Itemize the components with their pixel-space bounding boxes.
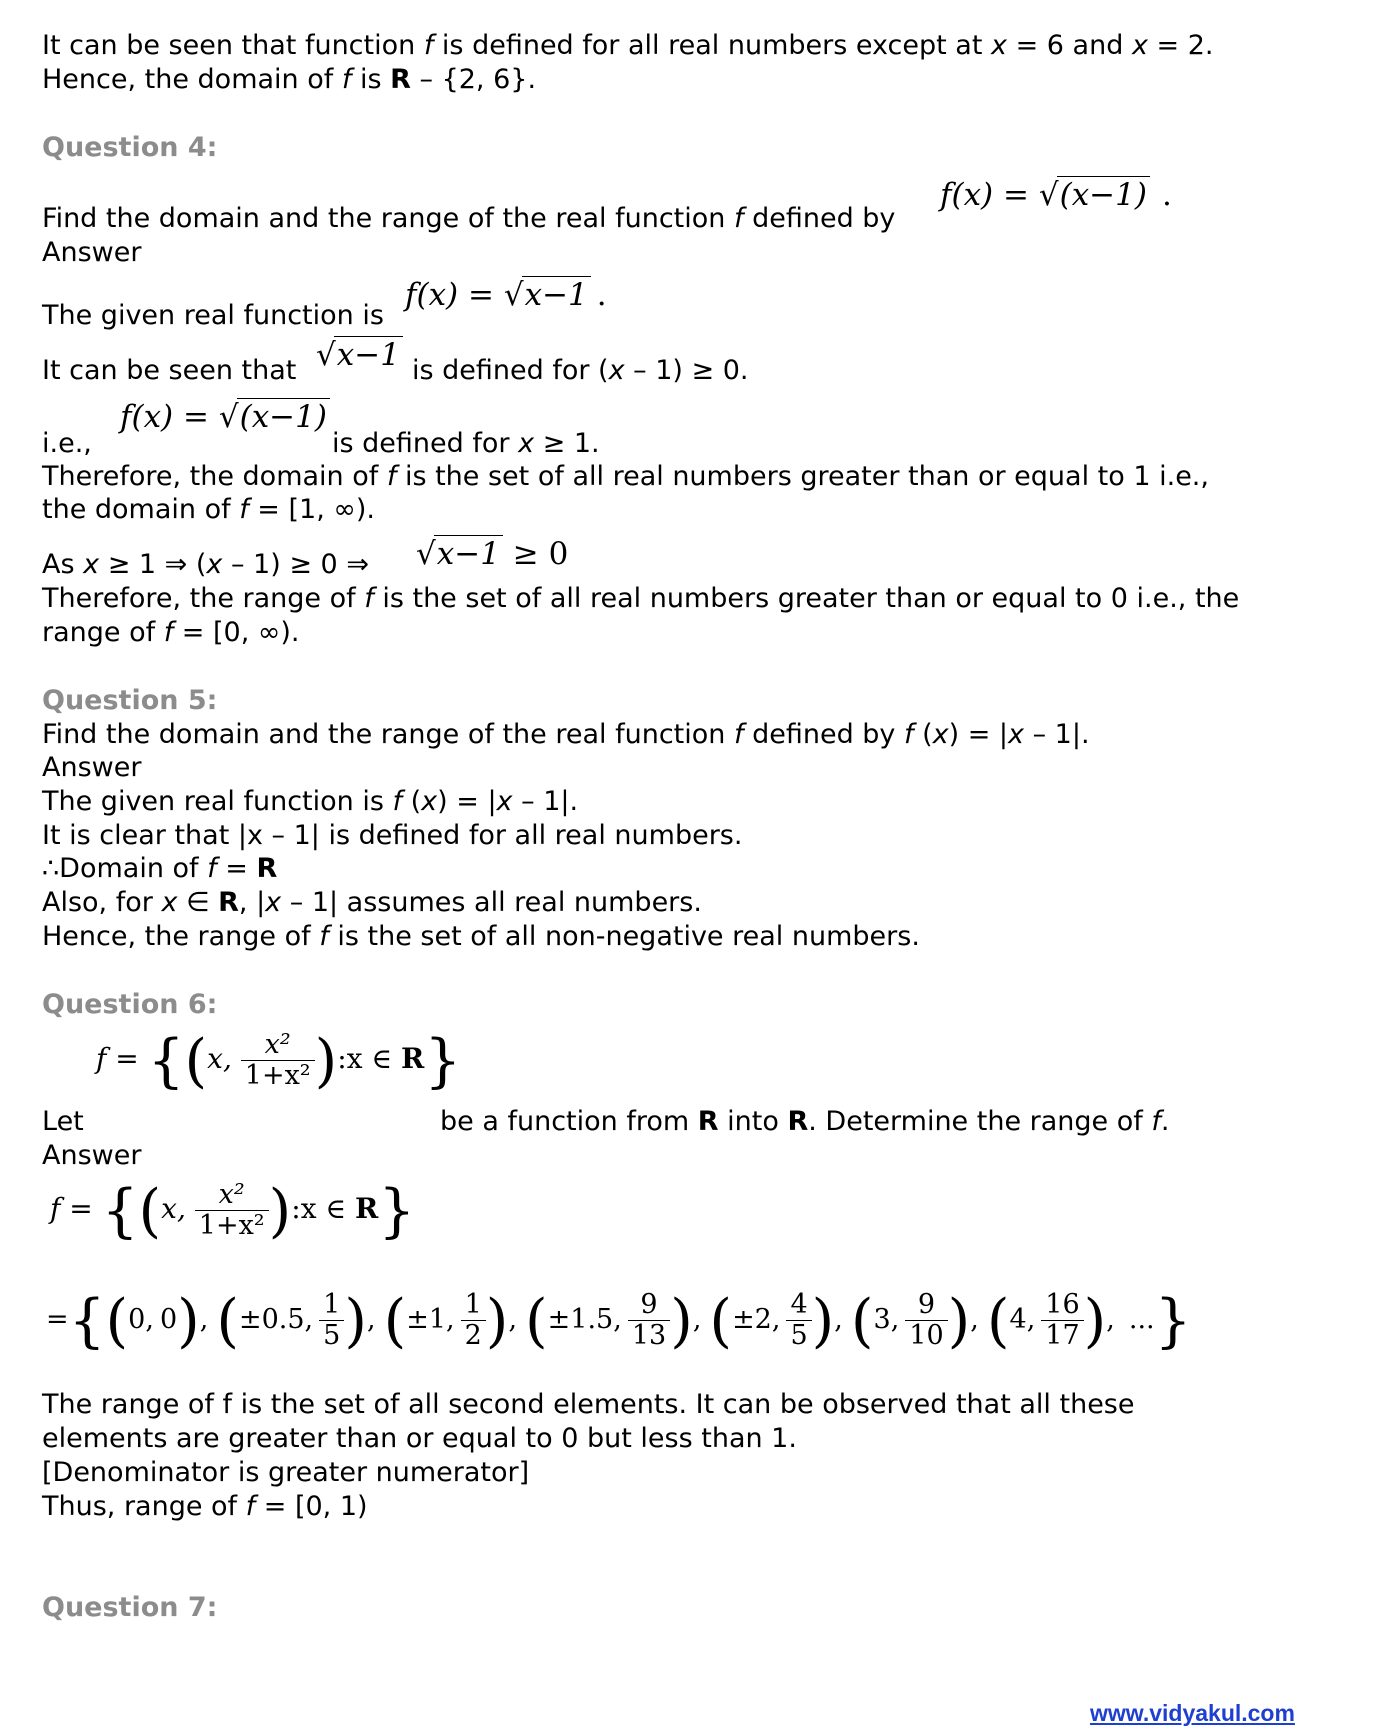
q4-domain-1: Therefore, the domain of f is the set of all real numbers greater than or equal to 1 i.e., — [42, 461, 1209, 492]
q6-pairs-row: ={(0, 0), (±0.5, $\frac{1}{5}$ ), (±1, $\frac{1}{2}$ ), (±1.5, $\frac{9}{13}$ ), (±2, $\frac{4}{5}$ ), (3, $\frac{9}{10}$ ), (4, $\frac{16}{17}$ ), ...} — [46, 1286, 1192, 1355]
q4-range-1: Therefore, the range of f is the set of all real numbers greater than or equal to 0 i.e., the — [42, 583, 1240, 614]
q6-set-fraction: $\frac{\text{x²}}{\text{1+x²}}$ — [241, 1030, 315, 1091]
ordered-pair: (0, 0), — [105, 1286, 209, 1355]
q4-seen-rest: is defined for (x – 1) ≥ 0. — [412, 355, 749, 386]
question-4-heading: Question 4: — [42, 132, 218, 163]
q4-given: The given real function is — [42, 300, 384, 331]
q6-set-definition: f = {(x, $\frac{\text{x²}}{\text{1+x²}}$ ):x ∈ R} — [96, 1026, 462, 1095]
q6-range-4: Thus, range of f = [0, 1) — [42, 1491, 368, 1522]
q5-given: The given real function is f (x) = |x – 1|. — [42, 786, 579, 817]
q6-question: be a function from R into R. Determine the range of f. — [440, 1106, 1170, 1137]
intro-line-1: It can be seen that function f is defined for all real numbers except at x = 6 and x = 2. — [42, 30, 1214, 61]
q5-question: Find the domain and the range of the real function f defined by f (x) = |x – 1|. — [42, 719, 1090, 750]
q4-range-2: range of f = [0, ∞). — [42, 617, 300, 648]
ordered-pair: (±0.5, $\frac{1}{5}$ ), — [216, 1286, 376, 1355]
q4-as-line: As x ≥ 1 ⇒ (x – 1) ≥ 0 ⇒ — [42, 549, 369, 580]
q4-answer-label: Answer — [42, 237, 142, 268]
q4-seen-line: It can be seen that — [42, 355, 297, 386]
q4-question: Find the domain and the range of the real function f defined by — [42, 203, 896, 234]
q6-range-2: elements are greater than or equal to 0 but less than 1. — [42, 1423, 797, 1454]
q5-answer-label: Answer — [42, 752, 142, 783]
question-7-heading: Question 7: — [42, 1592, 218, 1623]
ordered-pair: (±1, $\frac{1}{2}$ ), — [383, 1286, 518, 1355]
q5-clear: It is clear that |x – 1| is defined for all real numbers. — [42, 820, 743, 851]
q4-given-formula: f(x) = √x−1 . — [405, 277, 607, 313]
q5-domain: ∴Domain of f = R — [42, 853, 278, 884]
intro-line-2: Hence, the domain of f is R – {2, 6}. — [42, 64, 537, 95]
ordered-pair: (3, $\frac{9}{10}$ ), — [850, 1286, 979, 1355]
q6-answer-label: Answer — [42, 1140, 142, 1171]
q5-range: Hence, the range of f is the set of all non-negative real numbers. — [42, 921, 920, 952]
q4-question-formula: f(x) = √(x−1) . — [940, 177, 1172, 213]
ordered-pair: (±1.5, $\frac{9}{13}$ ), — [525, 1286, 702, 1355]
q4-ie: i.e., — [42, 428, 92, 459]
q6-answer-set: f = {(x, $\frac{\text{x²}}{\text{1+x²}}$ ):x ∈ R} — [50, 1176, 416, 1245]
q6-range-1: The range of f is the set of all second elements. It can be observed that all these — [42, 1389, 1135, 1420]
ordered-pair: (±2, $\frac{4}{5}$ ), — [709, 1286, 843, 1355]
q4-domain-2: the domain of f = [1, ∞). — [42, 494, 375, 525]
q4-ie-rest: is defined for x ≥ 1. — [332, 428, 600, 459]
footer-link[interactable]: www.vidyakul.com — [1090, 1700, 1295, 1726]
q5-also: Also, for x ∈ R, |x – 1| assumes all real numbers. — [42, 887, 702, 918]
question-5-heading: Question 5: — [42, 685, 218, 716]
q6-range-3: [Denominator is greater numerator] — [42, 1457, 530, 1488]
q4-ie-formula: f(x) = √(x−1) — [120, 398, 330, 435]
q4-as-formula: √x−1 ≥ 0 — [416, 536, 569, 572]
question-6-heading: Question 6: — [42, 989, 218, 1020]
ordered-pair: (4, $\frac{16}{17}$ ), — [986, 1286, 1115, 1355]
q4-seen-formula: √x−1 — [316, 336, 403, 373]
q6-let: Let — [42, 1106, 84, 1137]
